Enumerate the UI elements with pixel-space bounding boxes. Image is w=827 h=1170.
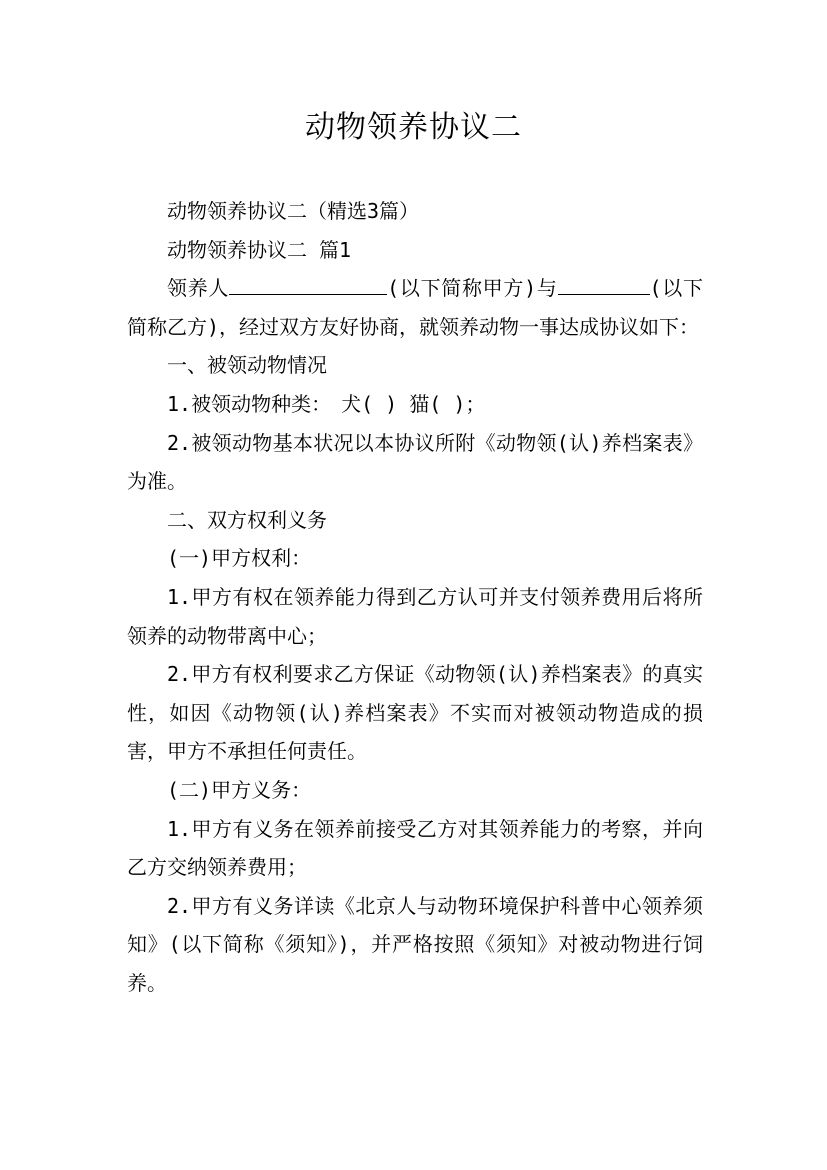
paragraph-item: 2.甲方有义务详读《北京人与动物环境保护科普中心领养须知》(以下简称《须知》)，并严格按照《须知》对被动物进行饲养。 xyxy=(127,893,703,995)
blank-line-party-b xyxy=(558,274,650,295)
paragraph-item: 1.被领动物种类： 犬( ) 猫( )； xyxy=(167,391,486,416)
paragraph-section-heading: 动物领养协议二 篇1 xyxy=(167,237,352,262)
paragraph-item: 2.被领动物基本状况以本协议所附《动物领(认)养档案表》为准。 xyxy=(127,430,703,494)
paragraph-item: 1.甲方有义务在领养前接受乙方对其领养能力的考察，并向乙方交纳领养费用； xyxy=(127,816,703,880)
document-body xyxy=(127,192,703,1002)
blank-line-party-a xyxy=(229,274,387,295)
paragraph-parties xyxy=(127,269,703,346)
paragraph-subheading: (一)甲方权利： xyxy=(167,546,312,571)
paragraph-item: 1.甲方有权在领养能力得到乙方认可并支付领养费用后将所领养的动物带离中心； xyxy=(127,584,703,648)
paragraph-subtitle: 动物领养协议二（精选3篇） xyxy=(167,199,420,223)
paragraph-subheading: (二)甲方义务： xyxy=(167,777,312,802)
document-title: 动物领养协议二 xyxy=(305,110,522,145)
parties-text-2: (以下简称乙方)，经过双方友好协商，就领养动物一事达成协议如下： xyxy=(127,276,703,339)
parties-label-adopter: 领养人 xyxy=(167,276,230,301)
paragraph-item: 2.甲方有权利要求乙方保证《动物领(认)养档案表》的真实性，如因《动物领(认)养档案表》不实而对被领动物造成的损害，甲方不承担任何责任。 xyxy=(127,662,703,764)
paragraph-heading-1: 一、被领动物情况 xyxy=(167,353,327,378)
paragraph-heading-2: 二、双方权利义务 xyxy=(167,507,327,532)
parties-text-1: (以下简称甲方)与 xyxy=(387,276,558,301)
